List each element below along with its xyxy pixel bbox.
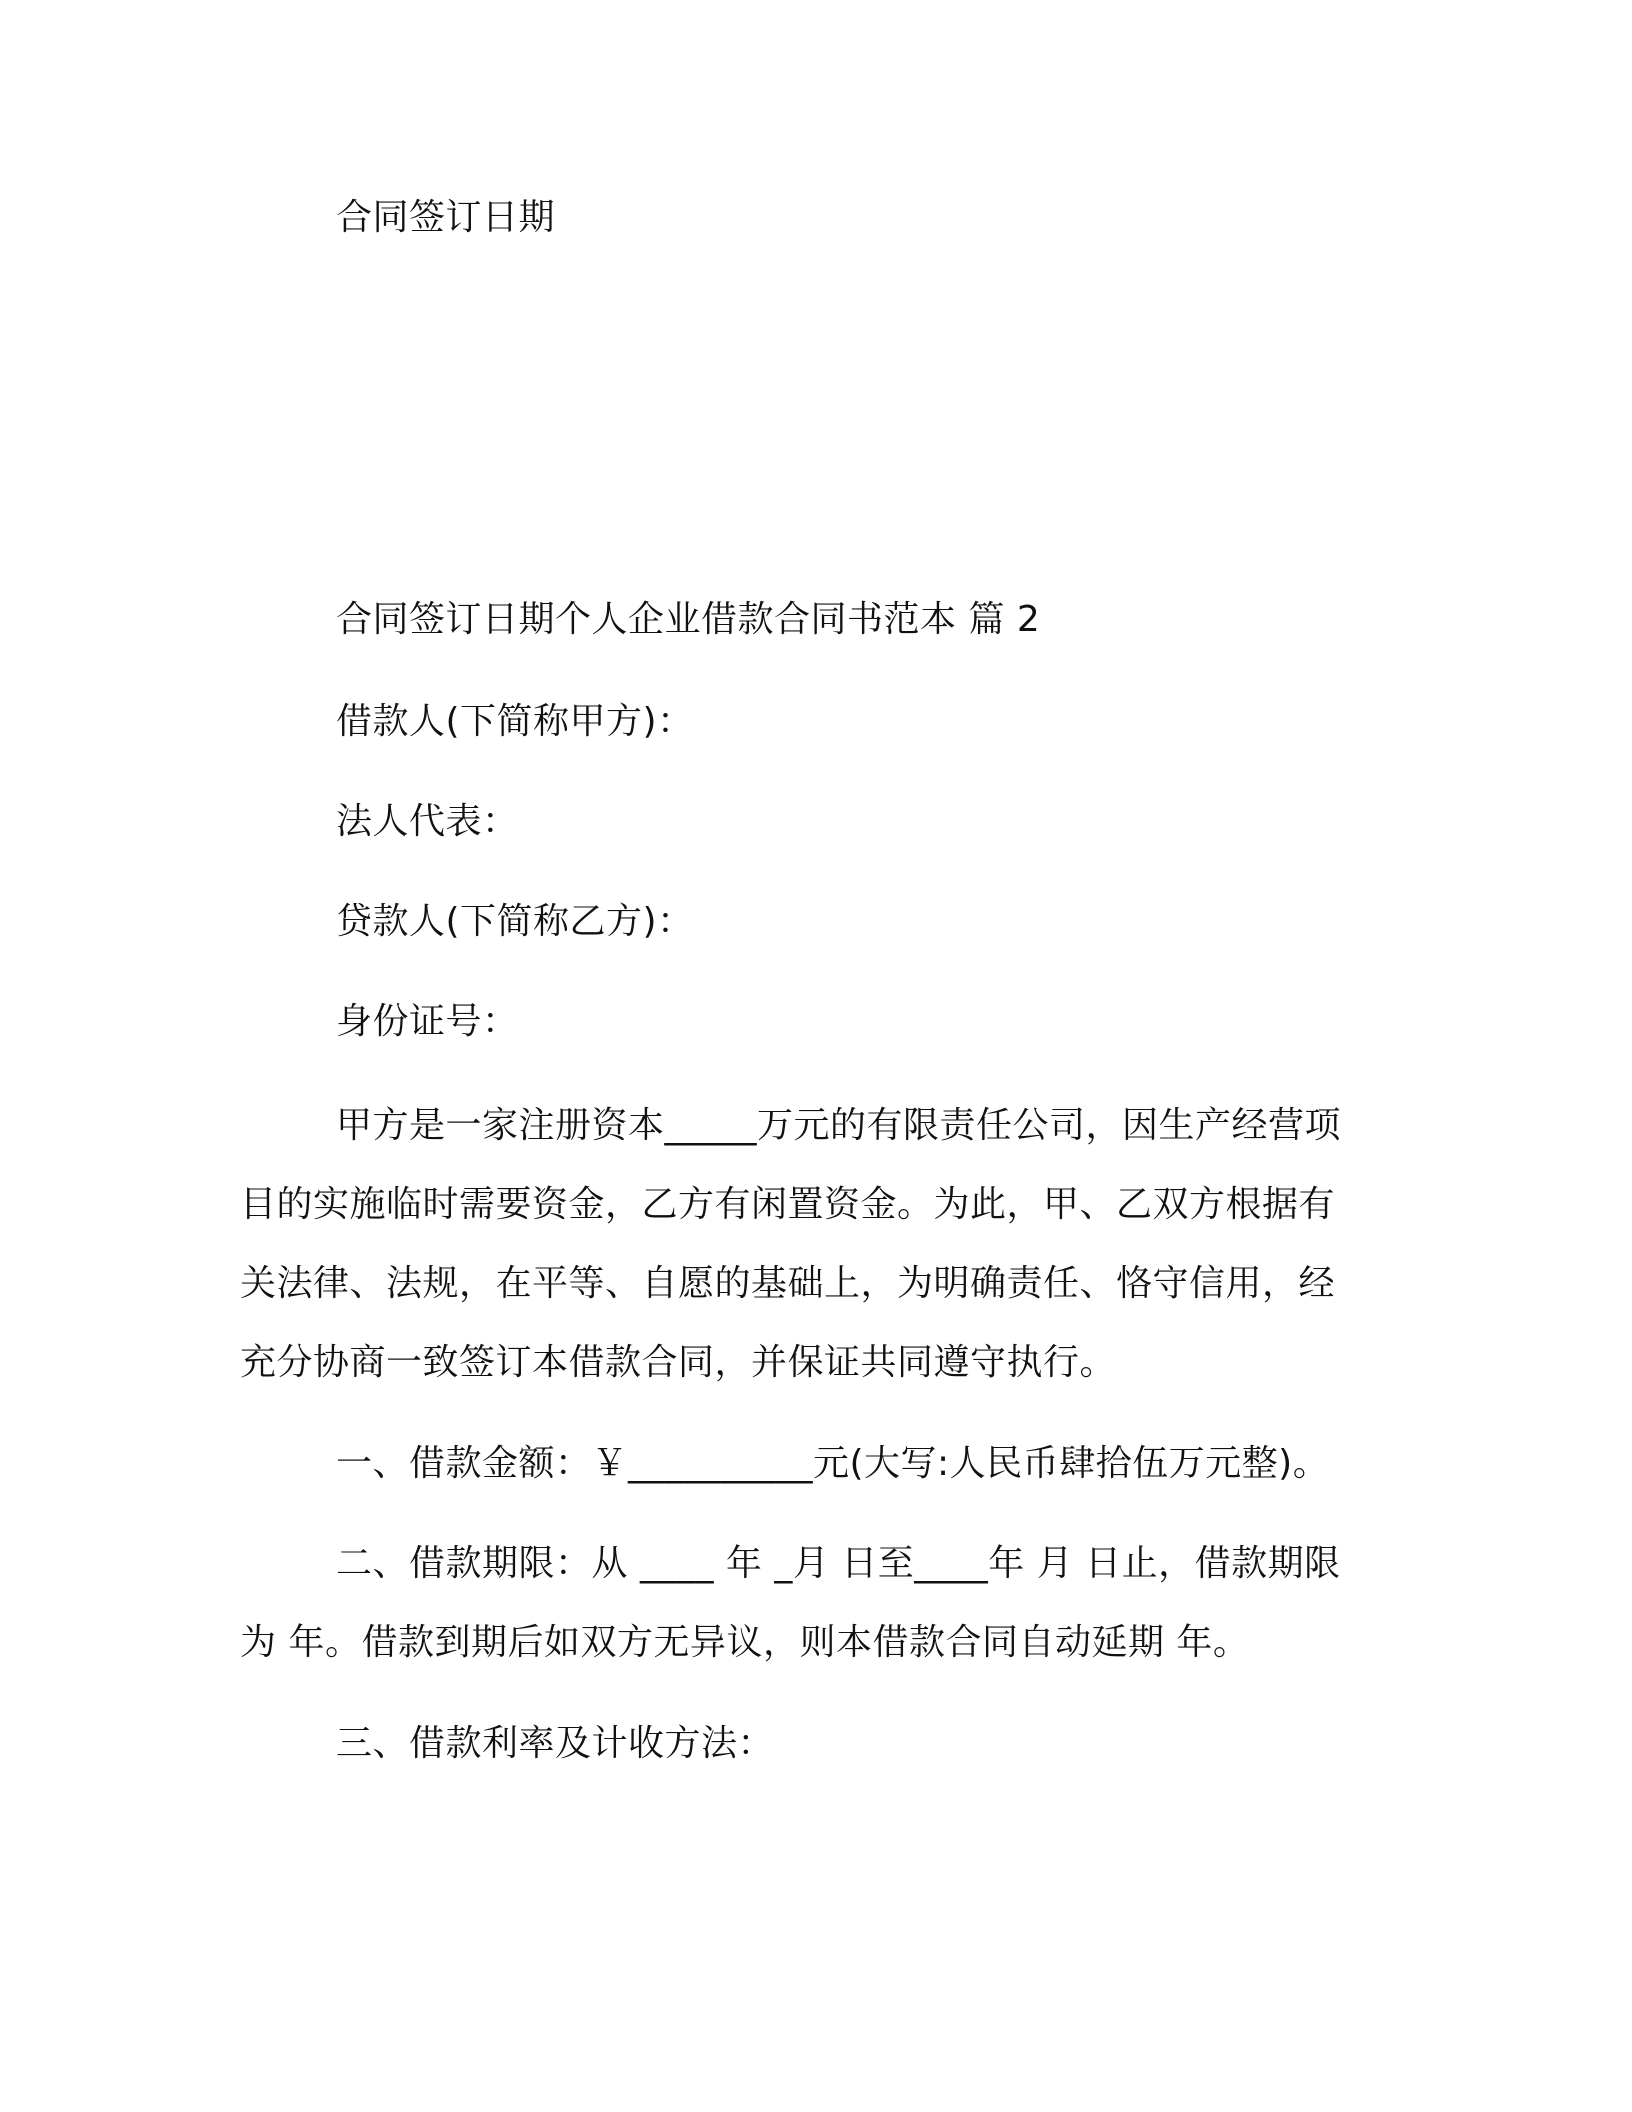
id-number-line: 身份证号： bbox=[336, 1001, 519, 1042]
clause-interest-rate: 三、借款利率及计收方法： bbox=[336, 1723, 775, 1764]
legal-rep-line: 法人代表： bbox=[336, 801, 519, 842]
borrower-line: 借款人(下简称甲方)： bbox=[336, 701, 694, 742]
section-title: 合同签订日期个人企业借款合同书范本 篇 2 bbox=[336, 599, 1041, 640]
intro-paragraph: 甲方是一家注册资本_____万元的有限责任公司，因生产经营项目的实施临时需要资金，乙方有闲置资金。为此，甲、乙双方根据有关法律、法规，在平等、自愿的基础上，为明确责任、恪守信用，经充分协商一致签订本借款合同，并保证共同遵守执行。 bbox=[240, 1105, 1342, 1383]
signing-date-heading: 合同签订日期 bbox=[336, 197, 556, 238]
clause-loan-amount: 一、借款金额：￥__________元(大写:人民币肆拾伍万元整)。 bbox=[336, 1443, 1330, 1484]
lender-line: 贷款人(下简称乙方)： bbox=[336, 901, 694, 942]
clause-loan-term: 二、借款期限：从 ____ 年 _月 日至____年 月 日止，借款期限为 年。借款到期后如双方无异议，则本借款合同自动延期 年。 bbox=[240, 1543, 1341, 1663]
